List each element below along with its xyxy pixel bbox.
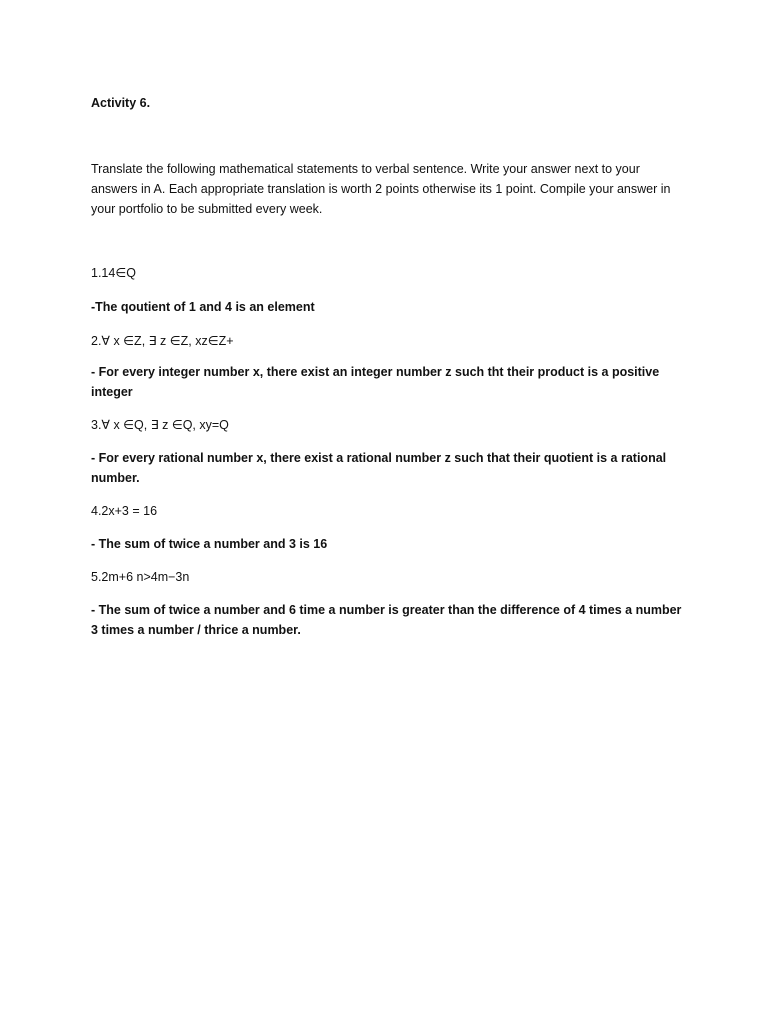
statement-5: 5.2m+6 n>4m−3n	[91, 570, 190, 584]
answer-5: - The sum of twice a number and 6 time a number is greater than the difference of 4 times a number 3 times a number / thrice a number.	[91, 603, 682, 637]
instructions-paragraph: Translate the following mathematical statements to verbal sentence. Write your answer next to your answers in A. Each appropriate translation is worth 2 points otherwise its 1 point. Compile your answer in your portfolio to be submitted every week.	[91, 162, 671, 216]
answer-1: -The qoutient of 1 and 4 is an element	[91, 300, 315, 314]
statement-3: 3.∀ x ∈Q, ∃ z ∈Q, xy=Q	[91, 418, 229, 432]
statement-2: 2.∀ x ∈Z, ∃ z ∈Z, xz∈Z+	[91, 334, 234, 348]
answer-4: - The sum of twice a number and 3 is 16	[91, 537, 328, 551]
statement-4: 4.2x+3 = 16	[91, 504, 158, 518]
answer-3: - For every rational number x, there exist a rational number z such that their quotient is a rational number.	[91, 451, 667, 485]
answer-2: - For every integer number x, there exist an integer number z such tht their product is a positive integer	[91, 365, 660, 399]
statement-1: 1.14∈Q	[91, 266, 136, 280]
page-title: Activity 6.	[91, 96, 151, 110]
